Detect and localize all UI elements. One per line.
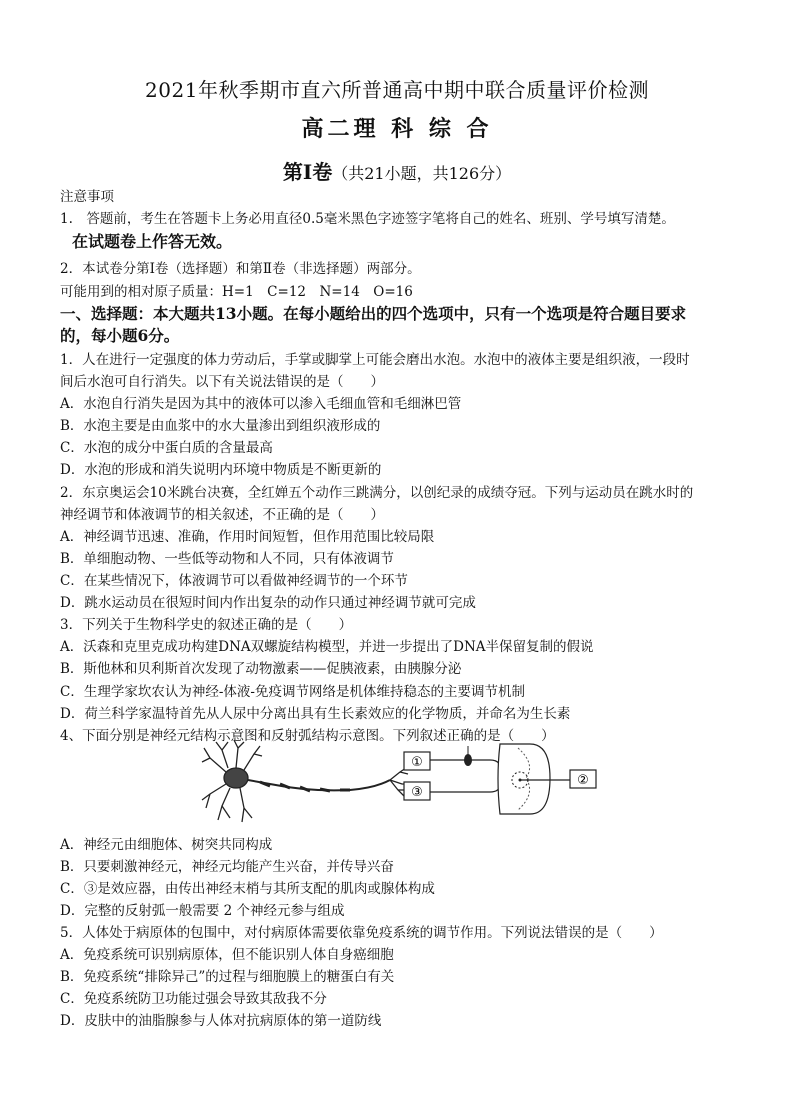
neuron-diagram — [202, 740, 410, 822]
question-2-option-b: B．单细胞动物、一些低等动物和人不同，只有体液调节 — [60, 551, 394, 567]
neuron-reflex-arc-diagram — [200, 738, 610, 830]
question-3-option-c: C．生理学家坎农认为神经-体液-免疫调节网络是机体维持稳态的主要调节机制 — [60, 684, 525, 700]
question-5-option-b: B．免疫系统“排除异己”的过程与细胞膜上的糖蛋白有关 — [60, 969, 395, 985]
section-heading-line2: 的，每小题6分。 — [60, 326, 180, 345]
question-2-stem-line1: 2．东京奥运会10米跳台决赛，全红婵五个动作三跳满分，以创纪录的成绩夺冠。下列与运动员在跳水时的 — [60, 485, 694, 501]
note-item-2: 2．本试卷分第Ⅰ卷（选择题）和第Ⅱ卷（非选择题）两部分。 — [60, 261, 421, 277]
question-4-option-a: A．神经元由细胞体、树突共同构成 — [60, 837, 273, 853]
question-4-option-d: D．完整的反射弧一般需要 2 个神经元参与组成 — [60, 903, 345, 919]
question-2-option-d: D．跳水运动员在很短时间内作出复杂的动作只通过神经调节就可完成 — [60, 595, 476, 611]
exam-subject: 高二理 科 综 合 — [301, 116, 493, 142]
question-4-stem-line1: 4、下面分别是神经元结构示意图和反射弧结构示意图。下列叙述正确的是（ ） — [60, 728, 555, 744]
question-2-stem-line2: 神经调节和体液调节的相关叙述，不正确的是（ ） — [60, 507, 384, 523]
note-item-1-warning: 在试题卷上作答无效。 — [72, 232, 233, 251]
question-1-stem-line2: 间后水泡可自行消失。以下有关说法错误的是（ ） — [60, 374, 384, 390]
question-3-stem-line1: 3．下列关于生物科学史的叙述正确的是（ ） — [60, 617, 353, 633]
neuron-reflex-arc-figure — [200, 738, 610, 830]
question-5-option-a: A．免疫系统可识别病原体，但不能识别人体自身癌细胞 — [60, 947, 394, 963]
volume-note: （共21小题，共126分） — [332, 164, 512, 183]
question-3-option-d: D．荷兰科学家温特首先从人尿中分离出具有生长素效应的化学物质，并命名为生长素 — [60, 706, 571, 722]
question-1-option-d: D．水泡的形成和消失说明内环境中物质是不断更新的 — [60, 462, 382, 478]
question-5-option-c: C．免疫系统防卫功能过强会导致其敌我不分 — [60, 991, 327, 1007]
note-item-1: 1. 答题前，考生在答题卡上务必用直径0.5毫米黑色字迹签字笔将自己的姓名、班别、学号填写清楚。 — [60, 211, 675, 227]
question-3-option-a: A．沃森和克里克成功构建DNA双螺旋结构模型，并进一步提出了DNA半保留复制的假说 — [60, 639, 594, 655]
question-4-option-b: B．只要刺激神经元，神经元均能产生兴奋，并传导兴奋 — [60, 859, 394, 875]
volume-label: 第Ⅰ卷 — [282, 160, 333, 184]
question-5-stem-line1: 5．人体处于病原体的包围中，对付病原体需要依靠免疫系统的调节作用。下列说法错误的是（ ） — [60, 925, 663, 941]
question-1-option-a: A．水泡自行消失是因为其中的液体可以渗入毛细血管和毛细淋巴管 — [60, 396, 462, 412]
section-heading-line1: 一、选择题：本大题共13小题。在每小题给出的四个选项中，只有一个选项是符合题目要求 — [60, 304, 687, 323]
figure-label-2: ② — [577, 773, 589, 788]
question-2-option-a: A．神经调节迅速、准确，作用时间短暂，但作用范围比较局限 — [60, 529, 435, 545]
question-5-option-d: D．皮肤中的油脂腺参与人体对抗病原体的第一道防线 — [60, 1013, 382, 1029]
exam-title: 2021年秋季期市直六所普通高中期中联合质量评价检测 — [145, 78, 649, 102]
volume-heading — [0, 156, 794, 185]
question-3-option-b: B．斯他林和贝利斯首次发现了动物激素——促胰液素，由胰腺分泌 — [60, 661, 462, 677]
figure-label-3: ③ — [411, 785, 423, 800]
notes-heading: 注意事项 — [60, 189, 114, 205]
question-1-option-c: C．水泡的成分中蛋白质的含量最高 — [60, 440, 273, 456]
figure-label-1: ① — [411, 755, 423, 770]
question-1-option-b: B．水泡主要是由血浆中的水大量渗出到组织液形成的 — [60, 418, 381, 434]
question-4-option-c: C．③是效应器，由传出神经末梢与其所支配的肌肉或腺体构成 — [60, 881, 435, 897]
atomic-mass-line: 可能用到的相对原子质量：H=1 C=12 N=14 O=16 — [60, 284, 413, 300]
question-1-stem-line1: 1．人在进行一定强度的体力劳动后，手掌或脚掌上可能会磨出水泡。水泡中的液体主要是组织液，一段时 — [60, 352, 690, 368]
reflex-arc-diagram — [404, 744, 596, 814]
question-2-option-c: C．在某些情况下，体液调节可以看做神经调节的一个环节 — [60, 573, 408, 589]
